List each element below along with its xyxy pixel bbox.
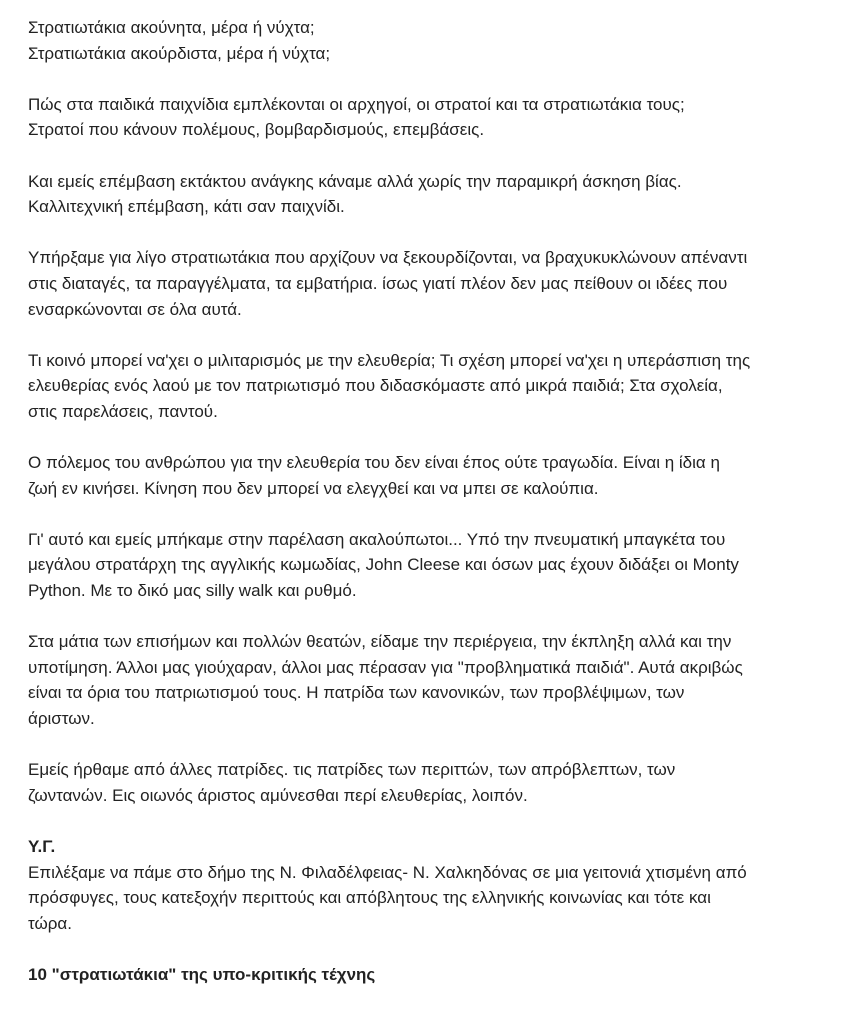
text-line: Εμείς ήρθαμε από άλλες πατρίδες. τις πατρίδες των περιττών, των απρόβλεπτων, των [28,760,676,780]
signature-heading: 10 "στρατιωτάκια" της υπο-κριτικής τέχνης [28,964,376,984]
text-line: είναι τα όρια του πατριωτισμού τους. Η πατρίδα των κανονικών, των προβλέψιμων, των [28,683,685,703]
text-line: στις διαταγές, τα παραγγέλματα, τα εμβατήρια. ίσως γιατί πλέον δεν μας πείθουν οι ιδέες που [28,273,728,293]
postscript-heading: Υ.Γ. [28,837,56,856]
text-line: Και εμείς επέμβαση εκτάκτου ανάγκης κάναμε αλλά χωρίς την παραμικρή άσκηση βίας. [28,171,682,191]
paragraph-5 [28,348,828,425]
text-line: Ο πόλεμος του ανθρώπου για την ελευθερία του δεν είναι έπος ούτε τραγωδία. Είναι η ίδια η [28,453,720,473]
text-line: Στρατιωτάκια ακούρδιστα, μέρα ή νύχτα; [28,43,331,63]
text-line: τώρα. [28,913,72,933]
paragraph-1 [28,15,828,66]
text-line: μεγάλου στρατάρχη της αγγλικής κωμωδίας, John Cleese και όσων μας έχουν διδάξει οι Monty [28,555,739,575]
text-line: Καλλιτεχνική επέμβαση, κάτι σαν παιχνίδι. [28,197,345,217]
text-line: Γι' αυτό και εμείς μπήκαμε στην παρέλαση ακαλούπωτοι... Υπό την πνευματική μπαγκέτα του [28,529,726,549]
text-line: Τι κοινό μπορεί να'χει ο μιλιταρισμός με την ελευθερία; Τι σχέση μπορεί να'χει η υπεράσπιση της [28,350,751,370]
article-body [28,15,828,1013]
paragraph-8 [28,629,828,731]
text-line: Στρατιωτάκια ακούνητα, μέρα ή νύχτα; [28,18,315,37]
paragraph-4 [28,245,828,322]
paragraph-2 [28,92,828,143]
text-line: Στα μάτια των επισήμων και πολλών θεατών, είδαμε την περιέργεια, την έκπληξη αλλά και την [28,632,732,652]
paragraph-6 [28,450,828,501]
paragraph-7 [28,527,828,604]
text-line: ζωή εν κινήσει. Κίνηση που δεν μπορεί να ελεγχθεί και να μπει σε καλούπια. [28,478,599,498]
text-line: πρόσφυγες, τους κατεξοχήν περιττούς και απόβλητους της ελληνικής κοινωνίας και τότε και [28,888,711,908]
paragraph-3 [28,169,828,220]
text-line: ζωντανών. Εις οιωνός άριστος αμύνεσθαι περί ελευθερίας, λοιπόν. [28,785,528,805]
text-line: υποτίμηση. Άλλοι μας γιούχαραν, άλλοι μας πέρασαν για "προβληματικά παιδιά". Αυτά ακριβώς [28,657,743,677]
text-line: στις παρελάσεις, παντού. [28,401,218,421]
text-line: Python. Με το δικό μας silly walk και ρυθμό. [28,581,357,601]
text-line: ελευθερίας ενός λαού με τον πατριωτισμό που διδασκόμαστε από μικρά παιδιά; Στα σχολεία, [28,376,723,396]
text-line: Στρατοί που κάνουν πολέμους, βομβαρδισμούς, επεμβάσεις. [28,120,485,140]
signature [28,962,828,988]
text-line: άριστων. [28,709,95,729]
paragraph-9 [28,757,828,808]
postscript [28,834,828,936]
text-line: ενσαρκώνονται σε όλα αυτά. [28,299,242,319]
text-line: Επιλέξαμε να πάμε στο δήμο της Ν. Φιλαδέλφειας- Ν. Χαλκηδόνας σε μια γειτονιά χτισμένη από [28,862,747,882]
text-line: Πώς στα παιδικά παιχνίδια εμπλέκονται οι αρχηγοί, οι στρατοί και τα στρατιωτάκια τους; [28,94,685,114]
text-line: Υπήρξαμε για λίγο στρατιωτάκια που αρχίζουν να ξεκουρδίζονται, να βραχυκυκλώνουν απέναντι [28,248,748,268]
